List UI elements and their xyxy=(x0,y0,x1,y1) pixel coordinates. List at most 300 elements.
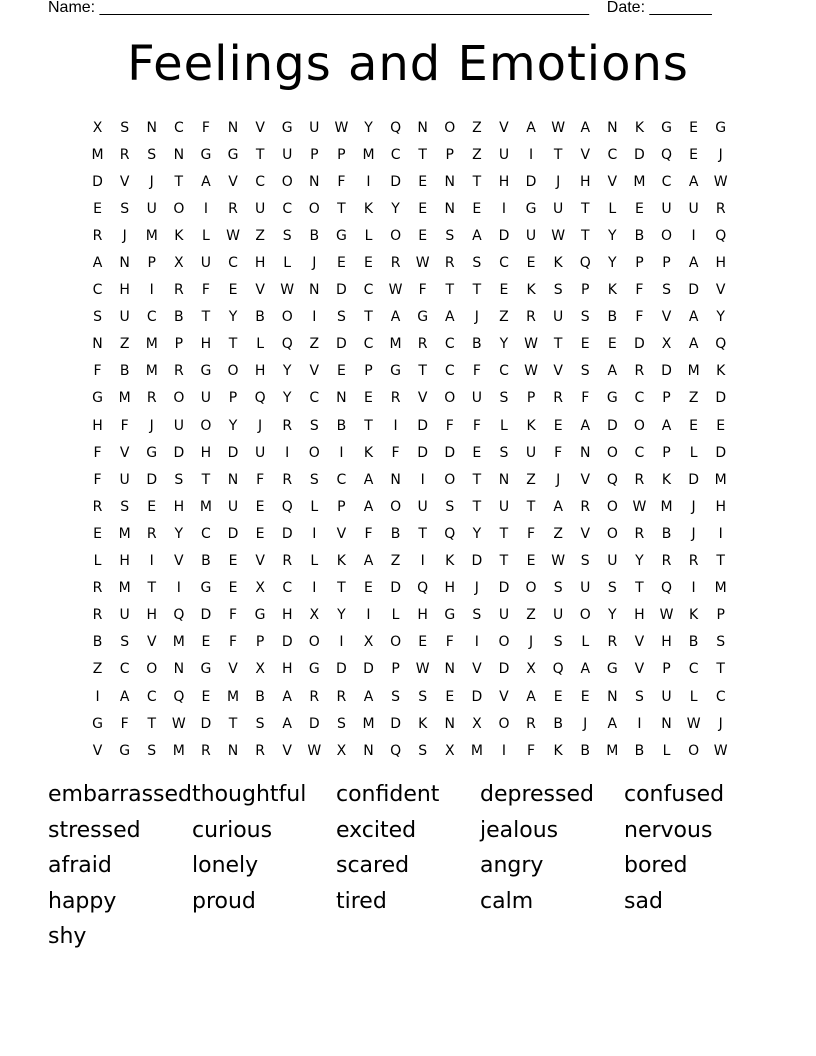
grid-letter: B xyxy=(174,309,184,326)
grid-letter: D xyxy=(417,444,429,461)
grid-letter: Y xyxy=(391,200,400,217)
grid-letter: T xyxy=(580,227,590,244)
grid-letter: K xyxy=(526,282,536,299)
word-bank-item: calm xyxy=(480,888,534,914)
word-bank-item: lonely xyxy=(192,853,259,878)
grid-letter: L xyxy=(500,417,508,434)
grid-letter: Y xyxy=(174,525,184,542)
grid-letter: E xyxy=(255,525,265,542)
grid-letter: I xyxy=(312,580,317,597)
grid-letter: J xyxy=(312,255,317,272)
grid-letter: P xyxy=(310,146,319,163)
grid-letter: F xyxy=(527,742,536,759)
grid-letter: Y xyxy=(337,607,346,624)
grid-letter: Z xyxy=(526,607,536,624)
grid-letter: E xyxy=(201,688,211,705)
word-bank-item: afraid xyxy=(48,853,112,878)
grid-letter: U xyxy=(553,200,564,217)
grid-letter: G xyxy=(227,146,239,163)
word-bank-item: bored xyxy=(624,853,688,878)
grid-letter: T xyxy=(472,173,482,190)
grid-letter: M xyxy=(199,498,212,515)
grid-letter: S xyxy=(147,742,157,759)
grid-letter: U xyxy=(688,200,699,217)
grid-letter: F xyxy=(581,390,590,407)
grid-letter: E xyxy=(472,444,482,461)
grid-letter: U xyxy=(580,580,591,597)
grid-letter: W xyxy=(713,742,728,759)
grid-letter: L xyxy=(608,200,617,217)
grid-letter: X xyxy=(472,715,482,732)
grid-letter: S xyxy=(607,580,617,597)
word-bank-item: happy xyxy=(48,888,117,914)
grid-letter: C xyxy=(444,336,455,353)
grid-letter: T xyxy=(526,498,536,515)
grid-letter: P xyxy=(364,363,373,380)
word-bank-item: confused xyxy=(624,782,725,807)
grid-letter: D xyxy=(173,444,185,461)
grid-letter: U xyxy=(200,255,212,272)
grid-letter: R xyxy=(282,417,293,434)
grid-letter: U xyxy=(525,227,537,244)
grid-letter: T xyxy=(418,525,427,542)
grid-letter: O xyxy=(308,444,320,461)
grid-letter: I xyxy=(691,580,696,597)
grid-row xyxy=(84,168,736,195)
grid-letter: I xyxy=(528,146,534,163)
grid-letter: X xyxy=(255,580,265,597)
grid-letter: S xyxy=(120,498,130,515)
grid-letter: A xyxy=(363,553,374,570)
grid-letter: C xyxy=(282,200,293,217)
grid-letter: D xyxy=(525,173,537,190)
grid-letter: J xyxy=(528,634,534,651)
word-bank-item: embarrassed xyxy=(48,782,193,807)
grid-letter: M xyxy=(606,742,619,759)
grid-letter: V xyxy=(661,309,672,326)
grid-letter: U xyxy=(309,119,320,136)
grid-letter: V xyxy=(472,661,482,678)
grid-letter: E xyxy=(445,688,455,705)
grid-letter: C xyxy=(363,282,374,299)
grid-letter: K xyxy=(363,444,374,461)
grid-letter: O xyxy=(281,173,293,190)
grid-letter: P xyxy=(337,146,346,163)
grid-letter: R xyxy=(201,742,211,759)
grid-letter: K xyxy=(174,227,184,244)
grid-letter: W xyxy=(334,119,349,136)
grid-letter: D xyxy=(606,417,618,434)
grid-letter: H xyxy=(498,173,510,190)
grid-letter: M xyxy=(145,336,158,353)
grid-letter: O xyxy=(146,661,158,678)
grid-letter: G xyxy=(661,119,672,136)
grid-letter: F xyxy=(635,282,644,299)
grid-letter: W xyxy=(713,173,728,190)
grid-letter: O xyxy=(579,607,591,624)
grid-letter: O xyxy=(390,634,402,651)
grid-letter: D xyxy=(634,146,645,163)
grid-letter: B xyxy=(634,227,645,244)
grid-letter: A xyxy=(580,661,591,678)
grid-letter: B xyxy=(92,634,103,651)
grid-letter: K xyxy=(336,553,346,570)
grid-letter: L xyxy=(310,498,319,515)
grid-letter: C xyxy=(92,282,103,299)
grid-letter: N xyxy=(92,336,103,353)
grid-letter: X xyxy=(255,661,265,678)
grid-letter: U xyxy=(498,146,510,163)
grid-letter: X xyxy=(174,255,184,272)
grid-letter: J xyxy=(556,471,561,488)
grid-letter: F xyxy=(228,634,238,651)
grid-letter: P xyxy=(228,390,238,407)
grid-letter: G xyxy=(254,607,266,624)
grid-letter: D xyxy=(92,173,103,190)
grid-row xyxy=(84,548,736,575)
grid-letter: B xyxy=(309,227,320,244)
grid-row xyxy=(84,277,736,304)
grid-letter: T xyxy=(716,661,725,678)
word-bank-item: proud xyxy=(192,888,256,914)
grid-letter: M xyxy=(118,390,131,407)
grid-letter: R xyxy=(688,553,699,570)
grid-letter: J xyxy=(149,417,154,434)
grid-letter: S xyxy=(418,688,428,705)
grid-letter: S xyxy=(553,634,563,651)
grid-letter: S xyxy=(120,200,130,217)
grid-letter: V xyxy=(228,173,238,190)
grid-letter: K xyxy=(661,471,672,488)
grid-letter: D xyxy=(471,553,483,570)
grid-letter: W xyxy=(280,282,295,299)
grid-letter: L xyxy=(689,444,698,461)
grid-letter: V xyxy=(228,661,238,678)
grid-letter: P xyxy=(391,661,400,678)
page-title: Feelings and Emotions xyxy=(127,36,689,92)
grid-letter: D xyxy=(200,715,212,732)
grid-row xyxy=(84,439,736,466)
grid-letter: O xyxy=(606,525,618,542)
grid-letter: S xyxy=(472,607,482,624)
grid-letter: K xyxy=(607,282,617,299)
grid-letter: M xyxy=(91,146,104,163)
grid-letter: G xyxy=(200,146,212,163)
grid-row xyxy=(84,304,736,331)
grid-letter: M xyxy=(633,173,646,190)
grid-letter: I xyxy=(176,580,181,597)
grid-letter: X xyxy=(336,742,347,759)
grid-letter: C xyxy=(228,255,238,272)
grid-letter: O xyxy=(661,227,673,244)
grid-letter: K xyxy=(363,200,374,217)
grid-letter: V xyxy=(255,553,265,570)
grid-letter: T xyxy=(716,553,725,570)
word-bank-item: nervous xyxy=(624,817,713,843)
grid-letter: M xyxy=(714,471,727,488)
grid-letter: C xyxy=(715,688,726,705)
grid-letter: T xyxy=(228,336,238,353)
grid-letter: F xyxy=(554,444,563,461)
grid-letter: N xyxy=(390,471,401,488)
grid-letter: J xyxy=(718,715,723,732)
grid-letter: Q xyxy=(661,580,673,597)
grid-letter: W xyxy=(415,255,430,272)
grid-letter: W xyxy=(551,553,566,570)
grid-letter: G xyxy=(417,309,429,326)
grid-letter: V xyxy=(309,363,320,380)
grid-letter: N xyxy=(363,742,374,759)
grid-letter: E xyxy=(336,363,346,380)
grid-letter: T xyxy=(445,282,455,299)
grid-letter: S xyxy=(472,255,482,272)
grid-letter: C xyxy=(499,255,509,272)
grid-letter: C xyxy=(255,173,265,190)
grid-letter: J xyxy=(122,227,127,244)
grid-letter: U xyxy=(254,444,266,461)
grid-letter: T xyxy=(635,580,644,597)
grid-letter: E xyxy=(526,553,536,570)
grid-letter: W xyxy=(388,282,403,299)
grid-letter: Z xyxy=(688,390,699,407)
grid-row xyxy=(84,358,736,385)
grid-letter: C xyxy=(336,471,347,488)
grid-letter: K xyxy=(634,119,645,136)
grid-letter: F xyxy=(120,417,129,434)
grid-row xyxy=(84,520,736,547)
grid-letter: N xyxy=(173,146,185,163)
grid-row xyxy=(84,602,736,629)
grid-letter: I xyxy=(339,634,344,651)
grid-letter: Q xyxy=(281,336,293,353)
grid-letter: U xyxy=(607,553,618,570)
word-bank-item: sad xyxy=(624,888,663,914)
grid-letter: D xyxy=(308,715,320,732)
grid-letter: A xyxy=(580,417,591,434)
grid-letter: N xyxy=(336,390,347,407)
grid-letter: E xyxy=(147,498,157,515)
grid-letter: A xyxy=(472,227,482,244)
grid-letter: T xyxy=(553,146,563,163)
grid-letter: J xyxy=(691,525,696,542)
grid-letter: Z xyxy=(390,553,401,570)
grid-letter: M xyxy=(118,525,131,542)
grid-row xyxy=(84,493,736,520)
grid-letter: B xyxy=(255,688,265,705)
grid-letter: A xyxy=(119,688,130,705)
grid-letter: P xyxy=(716,607,725,624)
grid-letter: N xyxy=(607,688,618,705)
word-bank-item: scared xyxy=(336,853,410,878)
grid-letter: Y xyxy=(228,309,238,326)
word-bank-item: stressed xyxy=(48,817,141,843)
grid-letter: D xyxy=(390,173,401,190)
grid-letter: P xyxy=(255,634,265,651)
grid-letter: X xyxy=(444,742,455,759)
grid-letter: S xyxy=(634,688,644,705)
grid-letter: E xyxy=(93,525,102,542)
grid-letter: G xyxy=(92,390,103,407)
grid-letter: N xyxy=(227,742,239,759)
grid-letter: A xyxy=(363,498,374,515)
grid-letter: S xyxy=(174,471,184,488)
grid-letter: G xyxy=(444,607,456,624)
grid-letter: P xyxy=(662,255,671,272)
grid-letter: A xyxy=(688,255,699,272)
grid-letter: M xyxy=(687,363,700,380)
grid-letter: T xyxy=(418,146,427,163)
grid-letter: Y xyxy=(608,227,617,244)
grid-letter: Q xyxy=(417,580,429,597)
grid-letter: D xyxy=(281,634,293,651)
grid-letter: R xyxy=(553,390,563,407)
grid-letter: Q xyxy=(444,525,456,542)
grid-letter: N xyxy=(444,200,455,217)
grid-letter: V xyxy=(634,661,645,678)
grid-letter: U xyxy=(661,200,672,217)
grid-letter: W xyxy=(226,227,240,244)
grid-letter: D xyxy=(336,336,347,353)
grid-letter: F xyxy=(445,634,454,651)
grid-letter: G xyxy=(281,119,293,136)
grid-letter: D xyxy=(146,471,158,488)
grid-letter: O xyxy=(281,309,293,326)
grid-letter: D xyxy=(498,227,510,244)
grid-letter: E xyxy=(526,255,536,272)
grid-letter: E xyxy=(716,417,726,434)
grid-letter: W xyxy=(524,363,538,380)
grid-letter: P xyxy=(445,146,454,163)
grid-letter: Z xyxy=(119,336,130,353)
grid-letter: O xyxy=(227,363,239,380)
grid-letter: O xyxy=(525,580,537,597)
grid-letter: P xyxy=(662,661,671,678)
grid-letter: N xyxy=(498,471,510,488)
grid-letter: T xyxy=(147,715,157,732)
grid-letter: L xyxy=(662,742,671,759)
grid-letter: R xyxy=(92,607,103,624)
grid-letter: P xyxy=(174,336,184,353)
grid-letter: I xyxy=(501,742,507,759)
grid-letter: U xyxy=(146,200,157,217)
grid-letter: U xyxy=(498,498,510,515)
grid-letter: A xyxy=(363,688,374,705)
grid-letter: U xyxy=(227,498,239,515)
grid-letter: K xyxy=(689,607,699,624)
grid-letter: D xyxy=(200,607,212,624)
grid-letter: S xyxy=(255,715,265,732)
grid-letter: Q xyxy=(390,742,402,759)
grid-letter: T xyxy=(472,471,482,488)
grid-letter: C xyxy=(119,661,130,678)
grid-letter: Y xyxy=(608,255,617,272)
grid-letter: I xyxy=(149,553,154,570)
grid-letter: D xyxy=(715,444,727,461)
grid-letter: O xyxy=(444,471,456,488)
grid-letter: I xyxy=(637,715,642,732)
grid-letter: D xyxy=(715,390,727,407)
grid-letter: Y xyxy=(608,607,617,624)
grid-letter: R xyxy=(444,255,455,272)
grid-letter: V xyxy=(580,471,591,488)
grid-letter: Q xyxy=(661,146,673,163)
grid-row xyxy=(84,412,736,439)
grid-letter: T xyxy=(499,553,509,570)
grid-letter: R xyxy=(661,553,672,570)
grid-letter: H xyxy=(119,282,130,299)
grid-letter: R xyxy=(607,634,618,651)
grid-letter: O xyxy=(308,200,320,217)
grid-row xyxy=(84,737,736,764)
grid-letter: A xyxy=(282,715,292,732)
grid-letter: F xyxy=(228,607,238,624)
grid-letter: N xyxy=(309,173,320,190)
grid-letter: E xyxy=(553,688,563,705)
grid-letter: A xyxy=(688,173,699,190)
grid-letter: R xyxy=(92,498,103,515)
grid-letter: V xyxy=(146,634,157,651)
grid-letter: E xyxy=(580,688,590,705)
grid-letter: C xyxy=(173,119,184,136)
grid-letter: R xyxy=(634,363,645,380)
grid-letter: Q xyxy=(715,336,727,353)
grid-letter: B xyxy=(336,417,347,434)
grid-letter: X xyxy=(363,634,374,651)
grid-letter: S xyxy=(716,634,726,651)
grid-letter: W xyxy=(171,715,186,732)
name-date-line: Name: _______________________________________________________ Date: _______ xyxy=(48,0,712,16)
grid-letter: B xyxy=(607,309,618,326)
grid-letter: G xyxy=(715,119,727,136)
grid-letter: Y xyxy=(282,390,292,407)
grid-letter: D xyxy=(498,580,510,597)
word-bank-item: angry xyxy=(480,853,544,878)
grid-letter: W xyxy=(307,742,322,759)
grid-letter: R xyxy=(309,688,320,705)
grid-letter: D xyxy=(688,471,699,488)
grid-letter: L xyxy=(391,607,400,624)
grid-letter: V xyxy=(119,173,130,190)
grid-letter: S xyxy=(309,471,319,488)
grid-letter: E xyxy=(553,417,563,434)
grid-letter: Z xyxy=(526,471,536,488)
grid-letter: A xyxy=(688,309,699,326)
grid-letter: S xyxy=(499,444,509,461)
grid-letter: I xyxy=(691,227,696,244)
grid-row xyxy=(84,249,736,276)
grid-letter: M xyxy=(714,580,727,597)
grid-letter: V xyxy=(715,282,726,299)
grid-letter: I xyxy=(203,200,208,217)
grid-letter: J xyxy=(583,715,588,732)
grid-letter: Q xyxy=(173,607,185,624)
grid-letter: C xyxy=(282,580,293,597)
grid-letter: N xyxy=(661,715,672,732)
grid-letter: P xyxy=(581,282,590,299)
grid-letter: M xyxy=(660,498,673,515)
grid-letter: V xyxy=(580,525,591,542)
grid-letter: O xyxy=(606,498,618,515)
grid-letter: E xyxy=(689,146,699,163)
grid-letter: U xyxy=(498,607,510,624)
grid-letter: P xyxy=(662,444,671,461)
grid-letter: D xyxy=(227,525,239,542)
grid-letter: H xyxy=(200,444,212,461)
grid-letter: R xyxy=(417,336,428,353)
grid-letter: C xyxy=(309,390,320,407)
grid-letter: D xyxy=(498,661,510,678)
grid-letter: A xyxy=(390,309,401,326)
